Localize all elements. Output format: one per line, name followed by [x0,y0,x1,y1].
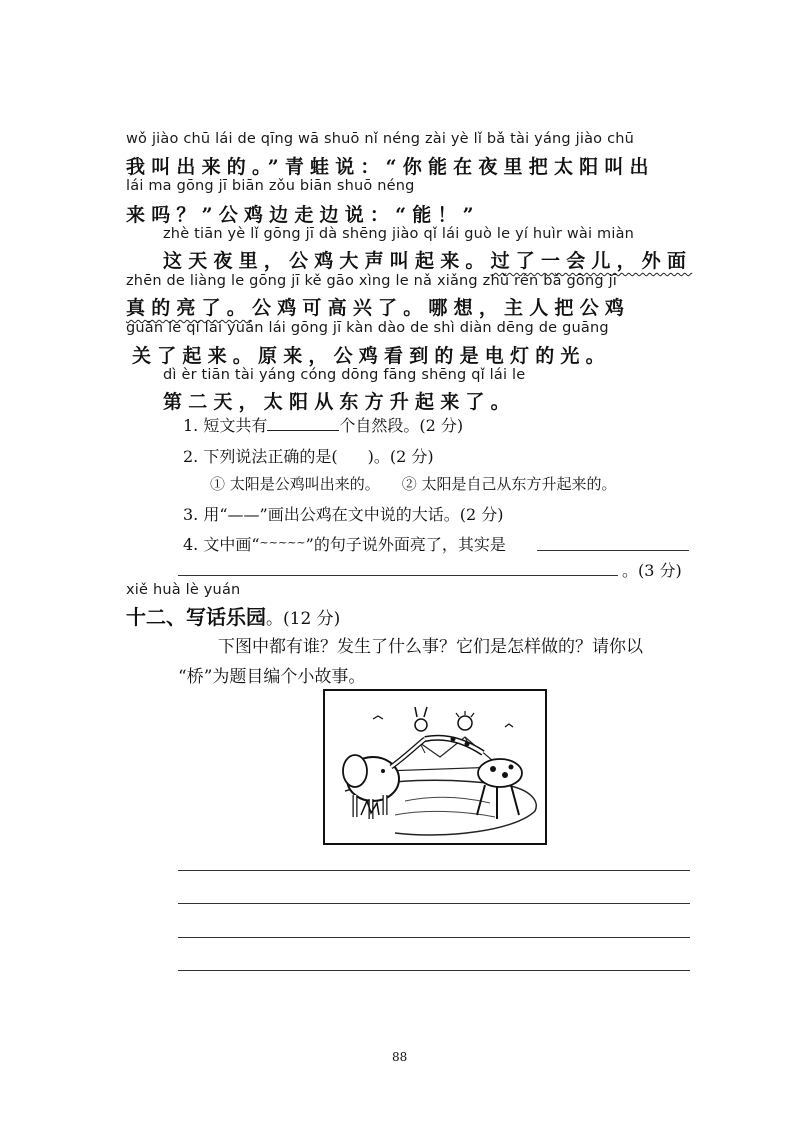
pinyin-line-2: lái ma gōng jī biān zǒu biān shuō néng [126,178,415,194]
pinyin-line-5: guān le qǐ lái yuán lái gōng jī kàn dào de shì diàn dēng de guāng [126,320,609,336]
answer-blank-1[interactable] [267,430,339,431]
elephant-giraffe-bridge-illustration-icon [325,691,545,843]
question-2 [183,444,434,467]
question-4 [183,532,506,555]
pinyin-line-3: zhè tiān yè lǐ gōng jī dà shēng jiào qǐ lái guò le yí huìr wài miàn [163,226,635,242]
option-2[interactable]: ② 太阳是自己从东方升起来的。 [401,475,617,493]
answer-blank-4a[interactable] [537,550,689,551]
hanzi-line-4 [126,293,630,320]
section-12-title [126,601,340,630]
hanzi-line-1: 我叫出来的。”青蛙说：“你能在夜里把太阳叫出 [126,156,655,178]
page-number: 88 [392,1050,408,1064]
question-4-text-b: ”的句子说外面亮了，其实是 [305,535,506,554]
pinyin-line-6: dì èr tiān tài yáng cóng dōng fāng shēng qǐ lái le [163,367,526,383]
writing-line-1[interactable] [178,870,690,871]
wavy-sentence-part1: 过了一会儿，外面 [490,250,693,272]
section-12-points: 。(12 分) [266,609,341,629]
writing-line-4[interactable] [178,970,690,971]
question-4-text-a: 4. 文中画“ [183,535,260,554]
pinyin-line-1: wǒ jiào chū lái de qīng wā shuō nǐ néng zài yè lǐ bǎ tài yáng jiào chū [126,131,635,147]
question-1 [183,413,463,436]
question-1-text: 1. 短文共有 [183,416,268,435]
wave-symbol: ~~~~~ [259,536,306,549]
question-2-options [210,473,617,494]
question-3: 3. 用“——”画出公鸡在文中说的大话。(2 分) [183,505,504,524]
question-2-text: 2. 下列说法正确的是( [183,447,338,466]
section-12-pinyin: xiě huà lè yuán [126,582,241,598]
hanzi-line-3a: 这天夜里，公鸡大声叫起来。 [163,250,491,272]
wavy-sentence-part2: 真的亮了。 [126,297,253,319]
pinyin-line-4: zhēn de liàng le gōng jī kě gāo xìng le nǎ xiǎng zhǔ rén bǎ gōng jī [126,273,618,289]
writing-line-3[interactable] [178,937,690,938]
hanzi-line-6: 第二天，太阳从东方升起来了。 [163,391,516,413]
section-12-heading: 十二、写话乐园 [126,605,266,629]
answer-blank-4b[interactable] [178,575,618,576]
hanzi-line-4b: 公鸡可高兴了。哪想，主人把公鸡 [252,297,631,319]
hanzi-line-3 [163,246,692,273]
question-4-points: 。(3 分) [622,561,682,580]
hanzi-line-2: 来吗？”公鸡边走边说：“能！” [126,204,480,226]
section-12-prompt-2: “桥”为题目编个小故事。 [178,667,366,687]
hanzi-line-5: 关了起来。原来，公鸡看到的是电灯的光。 [132,345,611,367]
section-12-prompt-1: 下图中都有谁？发生了什么事？它们是怎样做的？请你以 [218,637,643,657]
question-1-points: 个自然段。(2 分) [339,416,464,435]
option-1[interactable]: ① 太阳是公鸡叫出来的。 [210,475,380,493]
writing-line-2[interactable] [178,903,690,904]
story-illustration [323,689,547,845]
question-2-points: )。(2 分) [367,447,434,466]
